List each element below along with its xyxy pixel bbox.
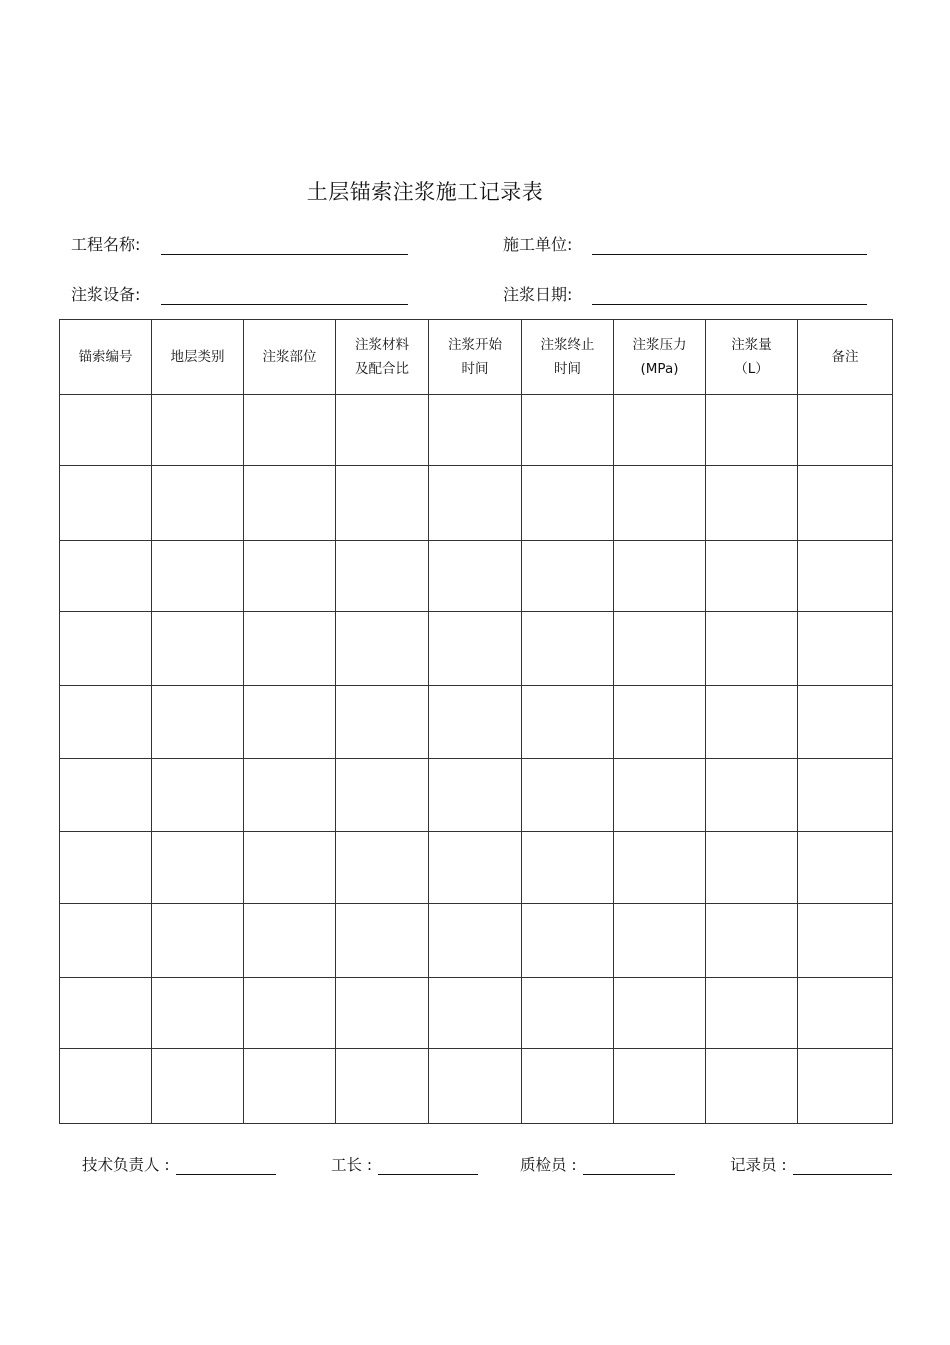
- table-cell[interactable]: [614, 904, 706, 978]
- grouting-date-field: [503, 282, 867, 305]
- table-cell[interactable]: [706, 904, 798, 978]
- table-cell[interactable]: [798, 978, 893, 1049]
- col-anchor-no: 锚索编号: [60, 320, 152, 395]
- table-cell[interactable]: [706, 686, 798, 759]
- table-cell[interactable]: [614, 395, 706, 466]
- table-cell[interactable]: [60, 612, 152, 686]
- table-cell[interactable]: [614, 686, 706, 759]
- table-cell[interactable]: [336, 686, 429, 759]
- table-cell[interactable]: [60, 759, 152, 832]
- table-cell[interactable]: [152, 978, 244, 1049]
- table-cell[interactable]: [429, 1049, 522, 1124]
- table-cell[interactable]: [60, 978, 152, 1049]
- inspector-line[interactable]: [583, 1156, 675, 1175]
- foreman-label: 工长 :: [331, 1156, 373, 1174]
- grouting-date-line[interactable]: [592, 286, 867, 305]
- table-cell[interactable]: [60, 1049, 152, 1124]
- table-cell[interactable]: [614, 759, 706, 832]
- table-cell[interactable]: [336, 978, 429, 1049]
- table-cell[interactable]: [244, 832, 336, 904]
- table-cell[interactable]: [706, 466, 798, 541]
- table-cell[interactable]: [152, 832, 244, 904]
- table-cell[interactable]: [706, 1049, 798, 1124]
- table-cell[interactable]: [522, 978, 614, 1049]
- table-cell[interactable]: [522, 832, 614, 904]
- table-cell[interactable]: [152, 686, 244, 759]
- table-cell[interactable]: [614, 978, 706, 1049]
- table-cell[interactable]: [706, 832, 798, 904]
- table-cell[interactable]: [614, 541, 706, 612]
- table-cell[interactable]: [336, 904, 429, 978]
- table-cell[interactable]: [429, 686, 522, 759]
- recorder-line[interactable]: [793, 1156, 892, 1175]
- table-row: [60, 832, 893, 904]
- table-cell[interactable]: [336, 612, 429, 686]
- table-cell[interactable]: [522, 612, 614, 686]
- table-cell[interactable]: [152, 1049, 244, 1124]
- col-pressure: 注浆压力 (MPa): [614, 320, 706, 395]
- project-name-line[interactable]: [161, 236, 408, 255]
- table-cell[interactable]: [429, 832, 522, 904]
- table-cell[interactable]: [798, 395, 893, 466]
- table-cell[interactable]: [244, 759, 336, 832]
- col-volume: 注浆量 （L）: [706, 320, 798, 395]
- table-cell[interactable]: [706, 759, 798, 832]
- grouting-equipment-line[interactable]: [161, 286, 408, 305]
- table-cell[interactable]: [152, 466, 244, 541]
- col-remarks: 备注: [798, 320, 893, 395]
- construction-unit-label: 施工单位:: [503, 235, 573, 254]
- document-title: 土层锚索注浆施工记录表: [306, 180, 544, 204]
- recorder-field: [730, 1153, 892, 1175]
- table-cell[interactable]: [706, 978, 798, 1049]
- table-cell[interactable]: [60, 541, 152, 612]
- table-cell[interactable]: [244, 612, 336, 686]
- grouting-equipment-label: 注浆设备:: [71, 285, 141, 304]
- table-cell[interactable]: [336, 466, 429, 541]
- table-cell[interactable]: [152, 395, 244, 466]
- table-cell[interactable]: [244, 395, 336, 466]
- table-cell[interactable]: [798, 612, 893, 686]
- table-row: [60, 686, 893, 759]
- table-cell[interactable]: [152, 612, 244, 686]
- table-cell[interactable]: [614, 832, 706, 904]
- table-cell[interactable]: [336, 541, 429, 612]
- project-name-label: 工程名称:: [71, 235, 141, 254]
- table-row: [60, 541, 893, 612]
- table-row: [60, 466, 893, 541]
- table-cell[interactable]: [60, 832, 152, 904]
- table-cell[interactable]: [429, 904, 522, 978]
- table-cell[interactable]: [614, 1049, 706, 1124]
- table-row: [60, 1049, 893, 1124]
- table-cell[interactable]: [798, 686, 893, 759]
- table-cell[interactable]: [614, 612, 706, 686]
- col-start-time: 注浆开始 时间: [429, 320, 522, 395]
- construction-unit-line[interactable]: [592, 236, 867, 255]
- table-cell[interactable]: [798, 541, 893, 612]
- table-row: [60, 612, 893, 686]
- table-cell[interactable]: [60, 686, 152, 759]
- table-cell[interactable]: [152, 541, 244, 612]
- table-cell[interactable]: [60, 904, 152, 978]
- recorder-label: 记录员 :: [730, 1156, 787, 1174]
- grouting-date-label: 注浆日期:: [503, 285, 573, 304]
- foreman-line[interactable]: [378, 1156, 478, 1175]
- table-cell[interactable]: [798, 832, 893, 904]
- table-cell[interactable]: [706, 541, 798, 612]
- table-cell[interactable]: [336, 759, 429, 832]
- table-cell[interactable]: [429, 395, 522, 466]
- table-cell[interactable]: [244, 904, 336, 978]
- table-cell[interactable]: [522, 759, 614, 832]
- table-cell[interactable]: [798, 466, 893, 541]
- foreman-field: [331, 1153, 478, 1175]
- table-cell[interactable]: [522, 395, 614, 466]
- table-cell[interactable]: [152, 759, 244, 832]
- inspector-label: 质检员 :: [520, 1156, 577, 1174]
- col-end-time: 注浆终止 时间: [522, 320, 614, 395]
- table-body: [60, 395, 893, 1124]
- table-row: [60, 759, 893, 832]
- table-cell[interactable]: [522, 541, 614, 612]
- table-cell[interactable]: [429, 612, 522, 686]
- table-cell[interactable]: [706, 395, 798, 466]
- table-cell[interactable]: [429, 541, 522, 612]
- col-stratum-type: 地层类别: [152, 320, 244, 395]
- table-cell[interactable]: [244, 978, 336, 1049]
- col-material-ratio: 注浆材料 及配合比: [336, 320, 429, 395]
- table-cell[interactable]: [244, 466, 336, 541]
- table-cell[interactable]: [429, 759, 522, 832]
- tech-lead-label: 技术负责人 :: [82, 1156, 170, 1174]
- table-cell[interactable]: [152, 904, 244, 978]
- table-row: [60, 978, 893, 1049]
- construction-unit-field: [503, 232, 867, 255]
- table-cell[interactable]: [244, 1049, 336, 1124]
- table-cell[interactable]: [522, 904, 614, 978]
- inspector-field: [520, 1153, 675, 1175]
- table-header-row: [60, 320, 893, 395]
- table-row: [60, 904, 893, 978]
- table-cell[interactable]: [429, 978, 522, 1049]
- table-cell[interactable]: [336, 832, 429, 904]
- table-cell[interactable]: [244, 686, 336, 759]
- table-row: [60, 395, 893, 466]
- table-cell[interactable]: [522, 1049, 614, 1124]
- grouting-equipment-field: [71, 282, 408, 305]
- table-cell[interactable]: [522, 686, 614, 759]
- project-name-field: [71, 232, 408, 255]
- table-cell[interactable]: [522, 466, 614, 541]
- table-cell[interactable]: [429, 466, 522, 541]
- tech-lead-line[interactable]: [176, 1156, 276, 1175]
- table-cell[interactable]: [60, 466, 152, 541]
- table-cell[interactable]: [798, 759, 893, 832]
- table-cell[interactable]: [706, 612, 798, 686]
- grouting-record-table: [59, 319, 893, 1124]
- col-grouting-position: 注浆部位: [244, 320, 336, 395]
- table-cell[interactable]: [336, 395, 429, 466]
- table-cell[interactable]: [798, 1049, 893, 1124]
- table-cell[interactable]: [244, 541, 336, 612]
- table-cell[interactable]: [798, 904, 893, 978]
- table-cell[interactable]: [336, 1049, 429, 1124]
- table-cell[interactable]: [60, 395, 152, 466]
- table-cell[interactable]: [614, 466, 706, 541]
- tech-lead-field: [82, 1153, 276, 1175]
